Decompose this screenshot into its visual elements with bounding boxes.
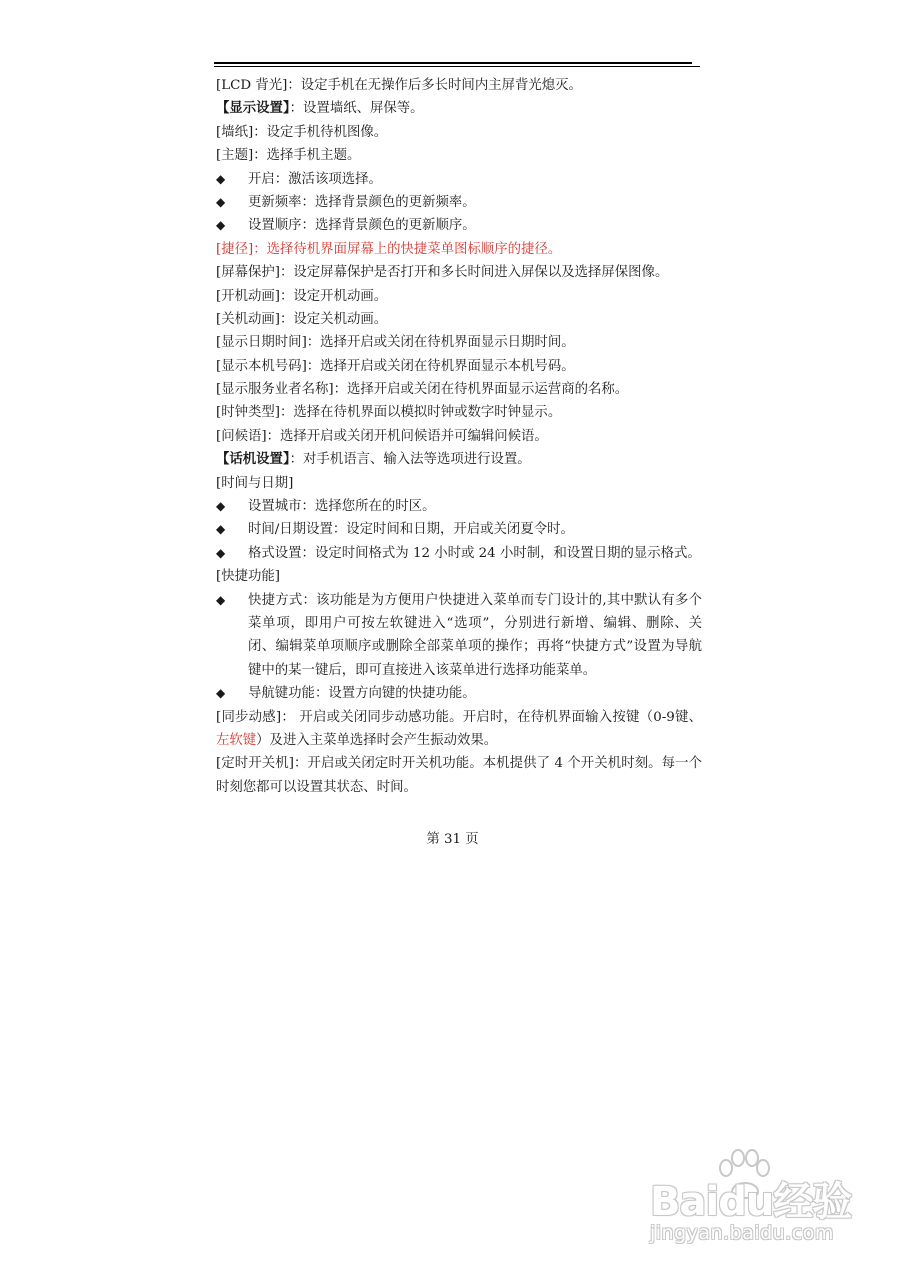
document-lines — [216, 74, 702, 589]
diamond-bullet-icon: ◆ — [216, 194, 226, 209]
list-item — [216, 168, 702, 191]
list-item — [216, 214, 702, 237]
list-item-text: 设置城市：选择您所在的时区。 — [248, 499, 436, 515]
diamond-bullet-icon: ◆ — [216, 171, 226, 186]
list-item — [216, 542, 702, 565]
section-heading-line — [216, 97, 702, 120]
diamond-bullet-icon: ◆ — [216, 522, 226, 537]
sync-paragraph — [216, 706, 702, 753]
diamond-bullet-icon: ◆ — [216, 499, 226, 514]
diamond-bullet-icon: ◆ — [216, 686, 226, 701]
section-description: ：设置墙纸、屏保等。 — [289, 101, 424, 117]
section-heading: 【显示设置】 — [216, 100, 290, 117]
header-rule-thin — [214, 66, 700, 67]
list-item — [216, 495, 702, 518]
list-item-text: 开启：激活该项选择。 — [248, 171, 382, 187]
highlighted-line: [捷径]：选择待机界面屏幕上的快捷菜单图标顺序的捷径。 — [216, 241, 562, 257]
diamond-bullet-icon: ◆ — [216, 592, 226, 607]
list-item — [216, 191, 702, 214]
list-item-nav — [216, 682, 702, 705]
section-heading: 【话机设置】 — [216, 451, 290, 468]
text-line: [关机动画]：设定关机动画。 — [216, 311, 388, 327]
text-line: [时钟类型]：选择在待机界面以模拟时钟或数字时钟显示。 — [216, 405, 562, 421]
watermark-url: jingyan.baidu.com — [650, 1222, 834, 1244]
section-heading-line — [216, 448, 702, 471]
text-line: [主题]：选择手机主题。 — [216, 148, 361, 164]
list-item-shortcut — [216, 589, 702, 683]
sync-text-red: 左软键 — [216, 733, 257, 749]
watermark — [640, 1160, 870, 1260]
list-item-text: 更新频率：选择背景颜色的更新频率。 — [248, 194, 476, 210]
header-rule-thick — [214, 62, 692, 64]
list-item — [216, 518, 702, 541]
text-line: [时间与日期] — [216, 475, 294, 491]
diamond-bullet-icon: ◆ — [216, 545, 226, 560]
watermark-brand: Baidu经验 — [650, 1179, 852, 1225]
page-number: 第 31 页 — [426, 832, 479, 847]
text-line: [开机动画]：设定开机动画。 — [216, 288, 388, 304]
text-line: [墙纸]：设定手机待机图像。 — [216, 124, 388, 140]
timer-paragraph: [定时开关机]：开启或关闭定时开关机功能。本机提供了 4 个开关机时刻。每一个时刻您都可以设置其状态、时间。 — [216, 756, 702, 795]
text-line: [屏幕保护]：设定屏幕保护是否打开和多长时间进入屏保以及选择屏保图像。 — [216, 265, 669, 281]
list-item-text: 设置顺序：选择背景颜色的更新顺序。 — [248, 218, 476, 234]
section-description: ：对手机语言、输入法等选项进行设置。 — [289, 452, 531, 468]
text-line: [显示本机号码]：选择开启或关闭在待机界面显示本机号码。 — [216, 358, 575, 374]
list-item-text: 时间/日期设置：设定时间和日期，开启或关闭夏令时。 — [248, 522, 574, 538]
text-line: [显示服务业者名称]：选择开启或关闭在待机界面显示运营商的名称。 — [216, 382, 629, 398]
text-line: [显示日期时间]：选择开启或关闭在待机界面显示日期时间。 — [216, 335, 575, 351]
text-line: [问候语]：选择开启或关闭开机问候语并可编辑问候语。 — [216, 428, 548, 444]
document-body — [216, 74, 702, 799]
text-line: [LCD 背光]：设定手机在无操作后多长时间内主屏背光熄灭。 — [216, 78, 582, 93]
list-item-text: 导航键功能：设置方向键的快捷功能。 — [248, 686, 476, 702]
list-item-text: 快捷方式：该功能是为方便用户快捷进入菜单而专门设计的,其中默认有多个菜单项，即用户可按左软键进入“选项”，分别进行新增、编辑、删除、关闭、编辑菜单项顺序或删除全部菜单项的操作；再将“快捷方式”设置为导航键中的某一键后，即可直接进入该菜单进行选择功能菜单。 — [248, 592, 702, 678]
diamond-bullet-icon: ◆ — [216, 218, 226, 233]
list-item-text: 格式设置：设定时间格式为 12 小时或 24 小时制，和设置日期的显示格式。 — [248, 545, 701, 561]
sync-text-before: [同步动感]： 开启或关闭同步动感功能。开启时，在待机界面输入按键（0-9键、 — [216, 709, 702, 725]
text-line: [快捷功能] — [216, 569, 281, 585]
sync-text-after: ）及进入主菜单选择时会产生振动效果。 — [256, 733, 498, 749]
